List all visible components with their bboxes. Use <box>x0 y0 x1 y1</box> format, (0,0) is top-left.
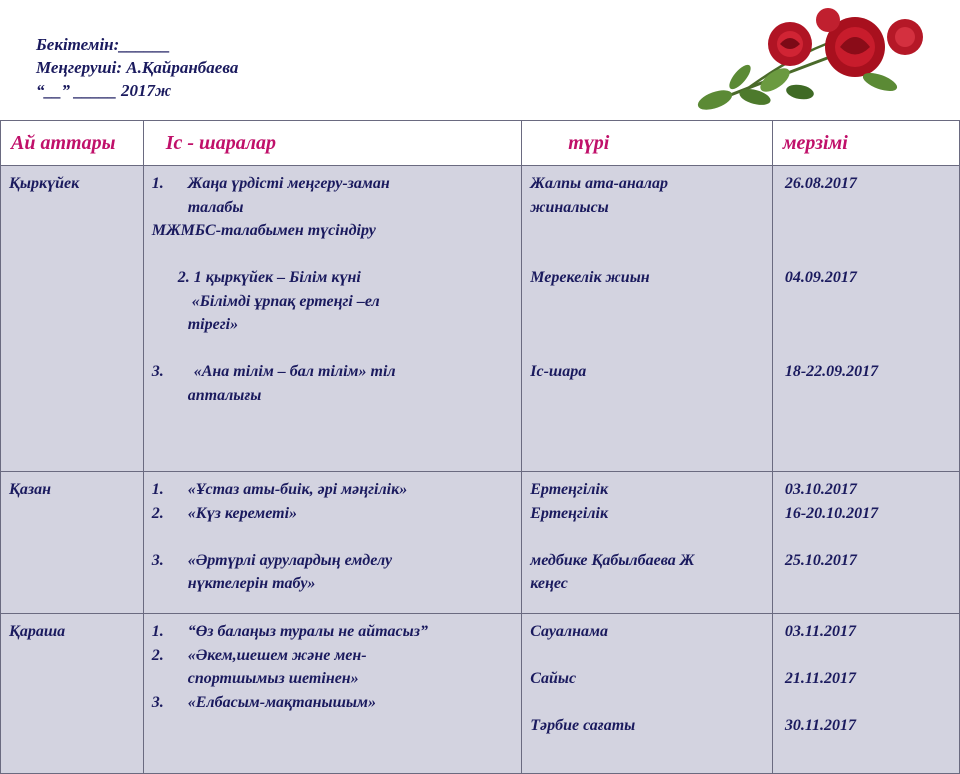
events-cell <box>143 614 522 774</box>
roses-icon <box>680 2 930 122</box>
table-row <box>1 472 960 614</box>
event-item: 3. «Елбасым-мақтанышым» <box>151 693 376 711</box>
event-item: 3. «Ана тілім – бал тілім» тіл апталығы <box>151 363 396 404</box>
events-cell: 1. Жаңа үрдісті меңгеру-заман талабы МЖМБС-талабымен түсіндіру 2. 1 қыркүйек – Білім күні «Білімді ұрпақ ертеңгі –ел тірегі» 3. «Ана тілім – бал тілім» тіл апталығы <box>143 166 522 472</box>
date-cell: 03.11.2017 21.11.2017 30.11.2017 <box>772 614 959 774</box>
director-line: Меңгеруші: А.Қайранбаева <box>36 58 239 77</box>
event-item: 2. «Әкем,шешем және мен- спортшымыз шетінен» <box>151 646 367 687</box>
event-item: 1. “Өз балаңыз туралы не айтасыз” <box>151 623 428 640</box>
event-plan-table <box>0 120 960 774</box>
events-cell <box>143 472 522 614</box>
date-cell: 26.08.2017 04.09.2017 18-22.09.2017 <box>772 166 959 472</box>
event-item: 1. Жаңа үрдісті меңгеру-заман талабы <box>151 175 390 216</box>
month-cell: Қыркүйек <box>1 166 144 472</box>
event-item: 2. 1 қыркүйек – Білім күні <box>177 269 361 286</box>
col-header-type: түрі <box>522 121 773 166</box>
approval-header <box>36 33 238 102</box>
event-item: 1. «Ұстаз аты-биік, әрі мәңгілік» <box>151 481 408 498</box>
event-item: 3. «Әртүрлі аурулардың емделу нүктелерін табу» <box>151 551 393 592</box>
type-cell: Жалпы ата-аналар жиналысы Мерекелік жиын Іс-шара <box>522 166 773 472</box>
date-cell: 03.10.2017 16-20.10.2017 25.10.2017 <box>772 472 959 614</box>
type-cell: Ертеңгілік Ертеңгілік медбике Қабылбаева Ж кеңес <box>522 472 773 614</box>
event-item: 2. «Күз кереметі» <box>151 504 298 522</box>
type-cell: Сауалнама Сайыс Тәрбие сағаты <box>522 614 773 774</box>
table-row <box>1 166 960 472</box>
col-header-date: мерзімі <box>772 121 959 166</box>
table-header-row <box>1 121 960 166</box>
approved-line: Бекітемін:______ <box>36 35 171 54</box>
col-header-events: Іс - шаралар <box>143 121 522 166</box>
month-cell: Қазан <box>1 472 144 614</box>
col-header-month: Ай аттары <box>1 121 144 166</box>
month-cell: Қараша <box>1 614 144 774</box>
table-row <box>1 614 960 774</box>
date-line: “__” _____ 2017ж <box>36 81 172 100</box>
